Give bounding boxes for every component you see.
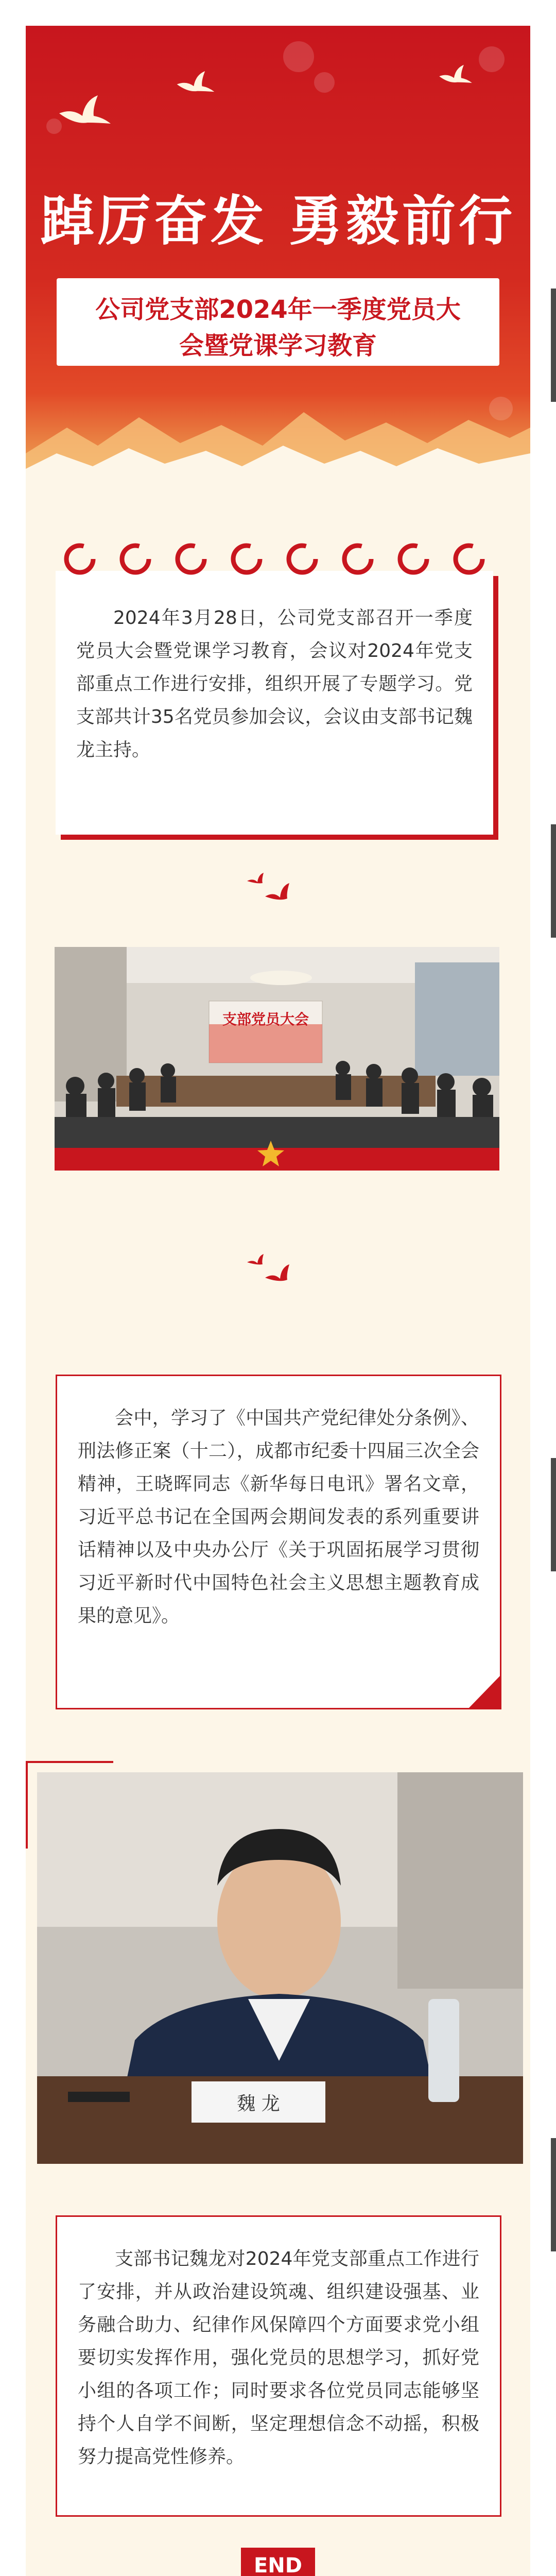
header-banner xyxy=(26,26,530,484)
dove-icon xyxy=(175,67,216,98)
star-icon xyxy=(256,1140,285,1168)
dove-icon xyxy=(438,62,474,88)
meeting-photo xyxy=(55,947,499,1148)
ring-icon xyxy=(284,541,320,577)
article-page xyxy=(26,26,530,2576)
banner-text: 支部党员大会 xyxy=(222,1011,309,1028)
birds-icon xyxy=(242,1252,293,1288)
section-text: 2024年3月28日，公司党支部召开一季度党员大会暨党课学习教育，会议对2024年党支部重点工作进行安排，组织开展了专题学习。党支部共计35名党员参加会议，会议由支部书记魏龙主持。 xyxy=(76,607,473,760)
nameplate-text: 魏 龙 xyxy=(237,2093,280,2114)
ring-icon xyxy=(340,541,376,577)
dove-icon xyxy=(57,93,113,129)
ring-icon xyxy=(117,541,153,577)
mountain-decoration xyxy=(26,397,530,484)
scroll-indicator xyxy=(551,2138,556,2251)
ring-icon xyxy=(173,541,209,577)
page-title: 踔厉奋发 勇毅前行 xyxy=(40,190,516,252)
ring-icon xyxy=(451,541,487,577)
accent-line xyxy=(26,1761,113,1763)
subtitle-box xyxy=(57,278,499,366)
binder-rings xyxy=(62,541,515,587)
birds-icon xyxy=(242,871,293,907)
corner-fold-icon xyxy=(467,1674,502,1710)
scroll-indicator xyxy=(551,1458,556,1571)
text-card xyxy=(56,571,493,835)
end-badge: END xyxy=(241,2548,315,2576)
scroll-indicator xyxy=(551,824,556,938)
text-card xyxy=(56,1375,501,1709)
text-card xyxy=(56,2215,501,2517)
scroll-indicator xyxy=(551,289,556,402)
ring-icon xyxy=(395,541,431,577)
speaker-photo xyxy=(37,1772,523,2164)
ring-icon xyxy=(229,541,265,577)
section-text: 会中，学习了《中国共产党纪律处分条例》、刑法修正案（十二），成都市纪委十四届三次全会精神，王晓晖同志《新华每日电讯》署名文章，习近平总书记在全国两会期间发表的系列重要讲话精神以及中央办公厅《关于巩固拓展学习贯彻习近平新时代中国特色社会主义思想主题教育成果的意见》。 xyxy=(78,1408,479,1626)
subtitle-line: 会暨党课学习教育 xyxy=(179,331,377,360)
subtitle-line: 公司党支部2024年一季度党员大 xyxy=(95,295,461,324)
section-text: 支部书记魏龙对2024年党支部重点工作进行了安排，并从政治建设筑魂、组织建设强基、业务融合助力、纪律作风保障四个方面要求党小组要切实发挥作用，强化党员的思想学习，抓好党小组的各项工作；同时要求各位党员同志能够坚持个人自学不间断，坚定理想信念不动摇，积极努力提高党性修养。 xyxy=(78,2248,479,2467)
accent-line xyxy=(26,1761,28,1849)
ring-icon xyxy=(62,541,98,577)
